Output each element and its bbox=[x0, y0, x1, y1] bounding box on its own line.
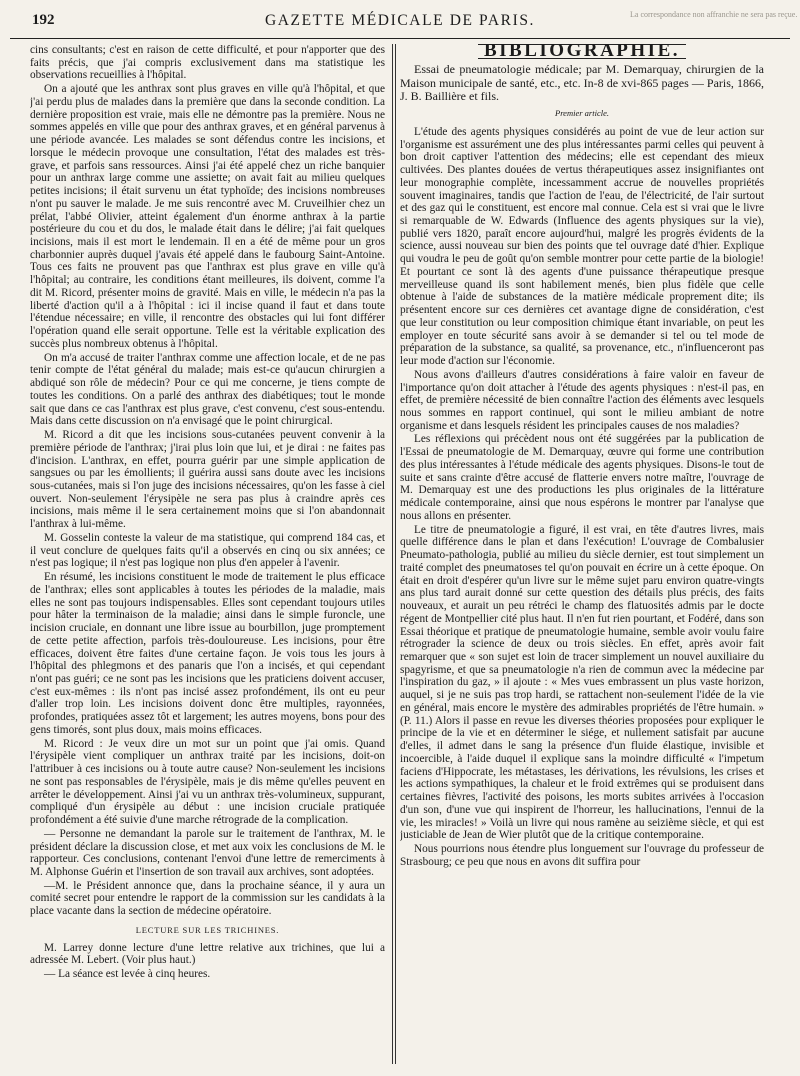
paragraph: On a ajouté que les anthrax sont plus graves en ville qu'à l'hôpital, et que j'ai perdu plus de malades dans la première que dans la seconde condition. La dernière proposition est vraie, mais elle ne démontre pas la première. Nous ne sommes appelés en ville que pour des anthrax graves, et en général parvenus à une période avancée. Les malades se sont défendus contre les incisions, et lorsque le médecin provoque une consultation, l'état des malades est très-grave, et parfois sans ressources. Ainsi j'ai été appelé chez un riche banquier pour un anthrax large comme une assiette; on avait fait au milieu quelques petites incisions; il était survenu un état typhoïde; des incisions nombreuses n'ont pu sauver le malade. Je me suis rencontré avec M. Cruveilhier chez un prélat, l'abbé Olivier, atteint également d'un énorme anthrax à la partie postérieure du cou et du dos, le malade était dans le délire; j'ai fait quelques incisions, mais il est mort le lendemain. Il en a été de même pour un gros charbonnier auprès duquel j'avais été appelé dans le faubourg Saint-Antoine. Tous ces faits ne prouvent pas que l'anthrax est plus grave en ville qu'à l'hôpital; au contraire, les conditions étant meilleures, ils doivent, comme l'a dit M. Ricord, présenter moins de gravité. Mais en ville, le médecin n'a pas la liberté d'action qu'il a à l'hôpital : ici il incise quand il faut et dans toute l'étendue nécessaire; en ville, il rencontre des obstacles qui lui font différer l'opération quand elle serait opportune. Telle est la véritable explication des succès plus nombreux obtenus à l'hôpital. bbox=[30, 83, 385, 350]
show-through-line: La correspondance non affranchie ne sera pas reçue. bbox=[630, 10, 798, 19]
left-column bbox=[30, 44, 385, 1069]
paragraph: On m'a accusé de traiter l'anthrax comme une affection locale, et de ne pas tenir compte de l'état général du malade; mais est-ce qu'aucun chirurgien a abdiqué son rôle de médecin? Pour ce qui me concerne, je tiens compte de toutes les conditions. On a parlé des anthrax des diabétiques; tout le monde sait que dans ce cas l'anthrax est plus grave, c'est convenu, c'est sous-entendu. Mais dans cette discussion on n'a envisagé que le point chirurgical. bbox=[30, 351, 385, 428]
section-title bbox=[400, 44, 764, 59]
paragraph: M. Larrey donne lecture d'une lettre relative aux trichines, que lui a adressée M. Lebert. (Voir plus haut.) bbox=[30, 941, 385, 967]
paragraph: — La séance est levée à cinq heures. bbox=[44, 968, 211, 981]
paragraph: Nous avons d'ailleurs d'autres considérations à faire valoir en faveur de l'importance qu'on doit attacher à l'étude des agents physiques : n'est-il pas, en effet, de première nécessité de bien connaître l'action des éléments avec lesquels nous sommes en rapport continuel, qui sont le milieu ambiant de notre organisme et dans lesquels résident les principales causes de nos maladies? bbox=[400, 368, 764, 432]
page-header bbox=[14, 10, 798, 36]
article-label: Premier article. bbox=[555, 108, 609, 119]
paragraph: Le titre de pneumatologie a figuré, il est vrai, en tête d'autres livres, mais quelle différence dans le plan et dans l'exécution! L'ouvrage de Combalusier Pneumato-pathologia, publié au milieu du siècle dernier, est tout simplement un traité complet des pneumatoses tel qu'on pouvait en écrire un à cette époque. On était en droit d'espérer qu'un livre sur le même sujet paru environ quatre-vingts ans plus tard aurait donné sur cette question des détails plus précis, des faits nouveaux, et aurait un peu rétréci le champ des flatuosités admis par le docte régent de Montpellier cité plus haut. Il n'en fut rien pourtant, et Fodéré, dans son Essai théorique et pratique de pneumatologie humaine, semble avoir voulu faire rétrograder la science de deux ou trois siècles. En effet, après avoir fait remarquer que « son sujet est loin de tracer simplement un nouvel auxiliaire du spagyrisme, et que sa pneumatologie n'a rien de commun avec la médecine par l'inspiration du gaz, » il ajoute : « Mes vues embrassent un plus vaste horizon, auquel, si je ne suis pas trop hardi, se rattachent non-seulement l'idée de la vie en général, mais encore le mystère des admirables propriétés de l'être humain. » (P. 11.) Alors il passe en revue les diverses théories proposées pour expliquer le principe de la vie et en déterminer le siége, et nullement satisfait par aucune d'elles, il admet dans le sang la présence d'un fluide élastique, invisible et incoercible, à l'aide duquel il explique sans la moindre difficulté « l'impetum faciens d'Hippocrate, les métastases, les dérivations, les révulsions, les crises et les actions sympathiques, la chaleur et le froid extrêmes qui se produisent dans certaines fièvres, l'activité des poisons, les morts subites arrivées à l'occasion d'un son, d'une vue qui inspirent de l'horreur, les hallucinations, l'ennui de la vie, les miracles! » Voilà un livre qui nous ramène au seizième siècle, et qui est justiciable de Jean de Wier plutôt que de la critique contemporaine. bbox=[400, 523, 764, 842]
journal-title: GAZETTE MÉDICALE DE PARIS. bbox=[264, 12, 536, 29]
section-title-text: BIBLIOGRAPHIE. bbox=[478, 44, 686, 59]
paragraph: M. Gosselin conteste la valeur de ma statistique, qui comprend 184 cas, et il veut conclure de quelques faits qu'il a observés en cinq ou six années; ce n'est pas logique; il n'est pas logique non plus d'en appeler à l'avenir. bbox=[30, 531, 385, 570]
paragraph: L'étude des agents physiques considérés au point de vue de leur action sur l'organisme est assurément une des plus intéressantes parmi celles qui peuvent à bon droit captiver l'attention des médecins; elle est cependant des mieux cultivées. Des plantes douées de vertus thérapeutiques assez insignifiantes ont leur monographie complète, incessamment accrue de nouvelles propriétés souvent imaginaires, tandis que l'action de l'eau, de l'électricité, de l'air surtout et des gaz qui le constituent, est encore mal connue. Cela est si vrai que le livre si remarquable de W. Edwards (Influence des agents physiques sur la vie), publié vers 1820, paraît encore aujourd'hui, malgré les progrès évidents de la science, aussi nouveau sur bien des points que tel ouvrage daté d'hier. Explique qui voudra le peu de goût qu'on semble montrer pour cette partie de la biologie! Et pourtant ce sont là des agents d'une puissance thérapeutique presque merveilleuse quand ils sont habilement menés, bien plus fidèle que celle obtenue à l'aide de substances de la matière médicale proprement dite; ils présentent encore sur ces dernières cet avantage digne de considération, c'est que leur constitution ou leur composition chimique étant invariable, on peut les employer en toute sécurité sans avoir à se demander si tel ou tel mode de préparation de la substance, sa qualité, sa provenance, etc., n'influenceront pas leur mode d'action sur l'économie. bbox=[400, 125, 764, 368]
column-divider bbox=[392, 44, 393, 1064]
paragraph: M. Ricord a dit que les incisions sous-cutanées peuvent convenir à la première période de l'anthrax; j'irai plus loin que lui, et je dirai : ne faites pas d'incision. L'anthrax, en effet, pourra guérir par une simple application de sangsues ou par les émollients; il guérira aussi sans doute avec les incisions sous-cutanées, mais si l'on juge des incisions nécessaires, qu'on les fasse à ciel ouvert. Non-seulement l'érysipèle ne sera pas plus à craindre après ces incisions, mais même il le sera certainement moins que si l'on abandonnait l'anthrax à lui-même. bbox=[30, 429, 385, 531]
paragraph: —M. le Président annonce que, dans la prochaine séance, il y aura un comité secret pour entendre le rapport de la commission sur les candidats à la place vacante dans la section de médecine opératoire. bbox=[30, 879, 385, 918]
paragraph: Nous pourrions nous étendre plus longuement sur l'ouvrage du professeur de Strasbourg; ce peu que nous en avons dit suffira pour bbox=[400, 842, 764, 868]
show-through-text bbox=[630, 10, 800, 19]
paragraph: M. Ricord : Je veux dire un mot sur un point que j'ai omis. Quand l'érysipèle vient compliquer un anthrax traité par les incisions, doit-on l'attribuer à ces incisions ou à toute autre cause? Non-seulement les incisions ne sont pas responsables de l'érysipèle, mais je dis même qu'elles peuvent en arrêter le développement. Ainsi j'ai vu un anthrax très-volumineux, suppurant, compliqué d'un érysipèle au début : une incision cruciale pratiquée profondément a été suivie d'une marche rétrograde de la complication. bbox=[30, 737, 385, 827]
paragraph: En résumé, les incisions constituent le mode de traitement le plus efficace de l'anthrax; elles sont applicables à toutes les périodes de la maladie, mais elles ne sont pas toujours indispensables. Elles sont cependant toujours utiles pour hâter la terminaison de la maladie; ainsi dans le simple furoncle, une incision cruciale, en donnant une libre issue au bourbillon, juge promptement de cette petite affection, parfois très-douloureuse. Les incisions, pour être efficaces, doivent être faites d'une certaine façon. Je vois tous les jours à l'hôpital des phlegmons et des panaris que l'on a incisés, et qui cependant n'ont pas guéri; ce ne sont pas les incisions que les praticiens doivent accuser, c'est eux-mêmes : ils n'ont pas incisé assez profondément, ils ont eu peur d'aller trop loin. Les incisions doivent donc être multiples, rayonnées, profondes, pratiquées assez tôt et largement; les autres moyens, bons pour des gens timorés, sont plus doux, mais moins efficaces. bbox=[30, 571, 385, 736]
book-reference: Essai de pneumatologie médicale; par M. Demarquay, chirurgien de la Maison municipale de santé, etc., etc. In-8 de xvi-865 pages — Paris, 1866, J. B. Baillière et fils. bbox=[400, 61, 764, 104]
page-number: 192 bbox=[32, 12, 55, 28]
paragraph: — Personne ne demandant la parole sur le traitement de l'anthrax, M. le président déclare la discussion close, et met aux voix les conclusions de M. le rapporteur. Ces conclusions, contenant l'envoi d'une lettre de remerciments à M. Alphonse Guérin et l'insertion de son travail aux archives, sont adoptées. bbox=[30, 827, 385, 878]
paragraph: Les réflexions qui précèdent nous ont été suggérées par la publication de l'Essai de pneumatologie de M. Demarquay, œuvre qui forme une contribution des plus intéressantes à l'étude médicale des agents physiques. Disons-le tout de suite et sans crainte d'être accusé de flatterie envers notre maître, l'ouvrage de M. Demarquay est une des productions les plus originales de la littérature médicale contemporaine, ainsi que nous espérons le montrer par l'analyse que nous allons en présenter. bbox=[400, 433, 764, 522]
right-column bbox=[400, 44, 764, 1069]
column-divider bbox=[395, 44, 396, 1064]
section-subheading: LECTURE SUR LES TRICHINES. bbox=[135, 924, 280, 935]
header-rule bbox=[10, 38, 790, 39]
paragraph: cins consultants; c'est en raison de cette difficulté, et pour n'apporter que des faits précis, que j'ai compris exclusivement dans ma statistique les observations recueillies à l'hôpital. bbox=[30, 44, 385, 82]
